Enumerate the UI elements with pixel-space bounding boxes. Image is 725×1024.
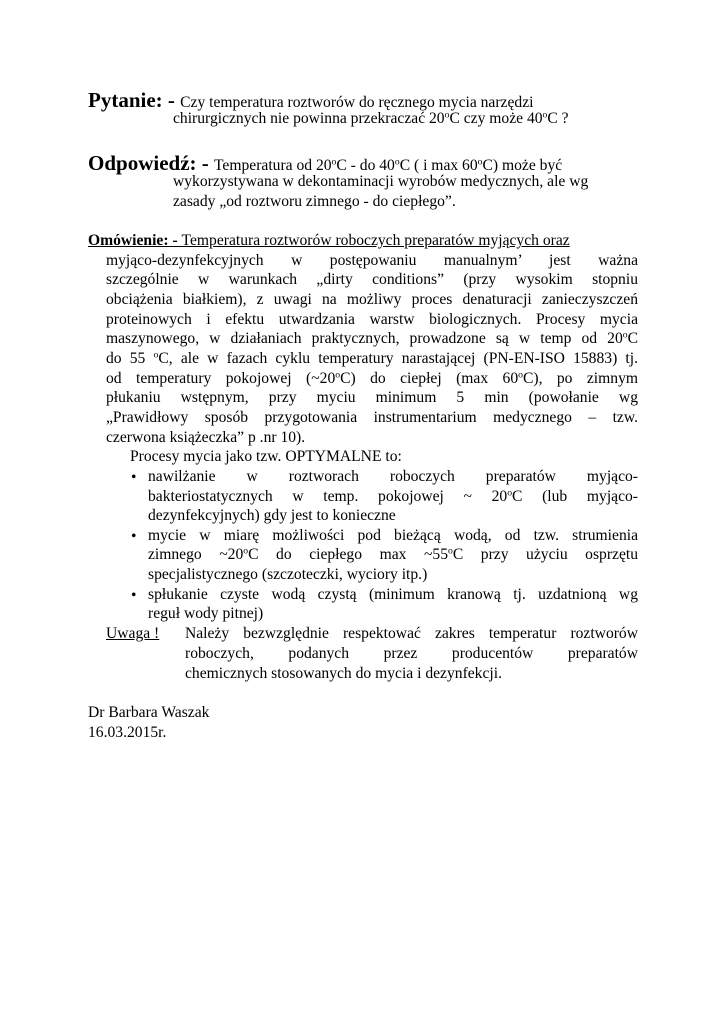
discussion-line-1: Omówienie: - Temperatura roztworów roboczych preparatów myjących oraz <box>88 232 570 249</box>
bullet-dot: • <box>131 528 137 545</box>
discussion-line-4: obciążenia białkiem), z uwagi na możliwy proces denaturacji zanieczyszczeń <box>106 291 638 308</box>
discussion-line-2: myjąco-dezynfekcyjnych w postępowaniu manualnym’ jest ważna <box>106 252 638 269</box>
discussion-line-8: od temperatury pokojowej (~20$^o$C) do ciepłej (max 60$^o$C), po zimnym <box>106 369 638 387</box>
signature-name: Dr Barbara Waszak <box>88 704 210 721</box>
question-line-2: chirurgicznych nie powinna przekraczać 20$^o$C czy może 40$^o$C ? <box>173 109 569 127</box>
bullet-dot: • <box>131 587 137 604</box>
question-text-1: Czy temperatura roztworów do ręcznego mycia narzędzi <box>180 94 534 111</box>
question-line-1 <box>88 90 533 111</box>
answer-line-3: zasady „od roztworu zimnego - do ciepłego”. <box>173 193 456 210</box>
warning-line-2: roboczych, podanych przez producentów preparatów <box>185 645 638 662</box>
discussion-line-6: maszynowego, w działaniach praktycznych, prowadzone są w temp od 20$^o$C <box>106 329 638 347</box>
answer-line-2: wykorzystywana w dekontaminacji wyrobów medycznych, ale wg <box>173 173 589 190</box>
bullet-1-line-3: dezynfekcyjnych) gdy jest to konieczne <box>148 507 396 524</box>
bullet-3-line-2: reguł wody pitnej) <box>148 605 264 622</box>
bullet-3-line-1: spłukanie czyste wodą czystą (minimum kranową tj. uzdatnioną wg <box>148 586 638 603</box>
discussion-line-10: „Prawidłowy sposób przygotowania instrumentarium medycznego – tzw. <box>106 409 638 426</box>
discussion-line-7: do 55 $^o$C, ale w fazach cyklu temperatury narastającej (PN-EN-ISO 15883) tj. <box>106 349 638 367</box>
warning-line-3: chemicznych stosowanych do mycia i dezynfekcji. <box>185 665 502 682</box>
question-label: Pytanie: - <box>88 88 181 112</box>
discussion-line-9: płukaniu wstępnym, przy myciu minimum 5 min (powołanie wg <box>106 389 638 406</box>
discussion-label: Omówienie: - <box>88 232 182 249</box>
discussion-line-11: czerwona książeczka” p .nr 10). <box>106 429 306 446</box>
discussion-line-3: szczególnie w warunkach „dirty conditions” (przy wysokim stopniu <box>106 271 638 288</box>
bullet-1-line-1: nawilżanie w roztworach roboczych preparatów myjąco- <box>148 468 638 485</box>
bullet-1-line-2: bakteriostatycznych w temp. pokojowej ~ 20$^o$C (lub myjąco- <box>148 487 638 505</box>
warning-line-1: Należy bezwzględnie respektować zakres temperatur roztworów <box>185 625 638 642</box>
bullet-2-line-2: zimnego ~20$^o$C do ciepłego max ~55$^o$C przy użyciu osprzętu <box>148 545 638 563</box>
optimal-intro: Procesy mycia jako tzw. OPTYMALNE to: <box>130 448 402 465</box>
bullet-2-line-3: specjalistycznego (szczoteczki, wyciory itp.) <box>148 566 428 583</box>
signature-date: 16.03.2015r. <box>88 724 167 741</box>
bullet-dot: • <box>131 469 137 486</box>
discussion-line-5: proteinowych i efektu utwardzania warstw biologicznych. Procesy mycia <box>106 311 638 328</box>
warning-label: Uwaga ! <box>106 625 160 642</box>
bullet-2-line-1: mycie w miarę możliwości pod bieżącą wodą, od tzw. strumienia <box>148 527 638 544</box>
answer-label: Odpowiedź: - <box>88 151 214 175</box>
answer-line-1: Odpowiedź: - Temperatura od 20$^o$C - do 40$^o$C ( i max 60$^o$C) może być <box>88 151 563 175</box>
